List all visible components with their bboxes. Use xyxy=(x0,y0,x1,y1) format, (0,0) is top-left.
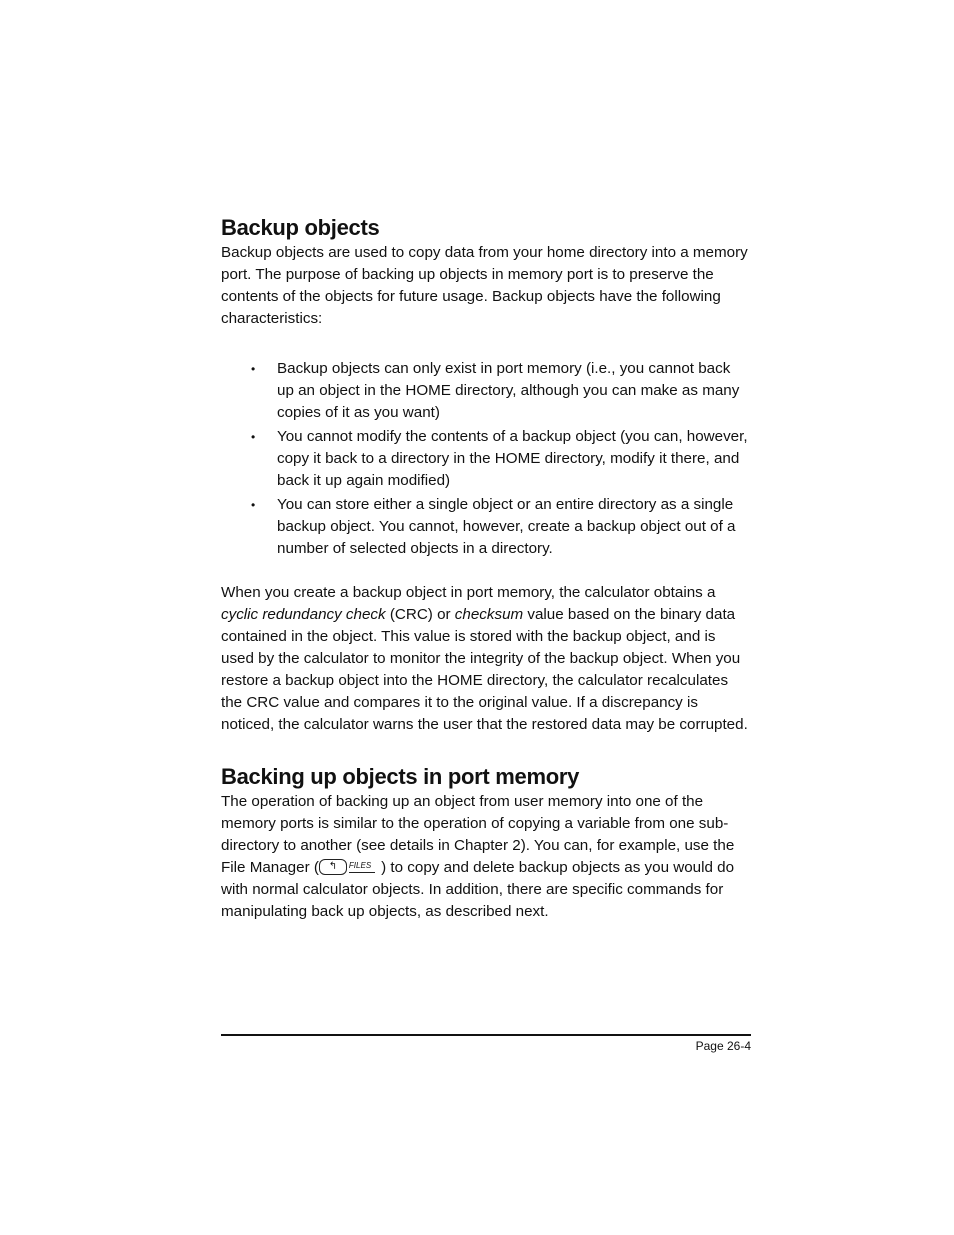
characteristics-list xyxy=(221,358,751,560)
crc-text-c: value based on the binary data contained in the object. This value is stored with the backup object, and is used by the calculator to monitor the integrity of the backup object. When you restore a backup object into the HOME directory, the calculator recalculates the CRC value and compares it to the original value. If a discrepancy is noticed, the calculator warns the user that the restored data may be corrupted. xyxy=(221,606,748,733)
footer-rule xyxy=(221,1034,751,1036)
crc-paragraph xyxy=(221,582,751,736)
crc-term: cyclic redundancy check xyxy=(221,606,386,623)
list-item-text: You cannot modify the contents of a backup object (you can, however, copy it back to a directory in the HOME directory, modify it there, and back it up again modified) xyxy=(277,428,748,489)
section-title-backup-objects: Backup objects xyxy=(221,215,380,240)
backing-up-text-b: ) to copy and delete backup objects as you would do with normal calculator objects. In addition, there are specific commands for manipulating back up objects, as described next. xyxy=(221,859,735,920)
list-item xyxy=(221,426,751,492)
crc-text-a: When you create a backup object in port memory, the calculator obtains a xyxy=(221,584,716,601)
files-key-label: FILES xyxy=(349,860,375,873)
bullet-icon: • xyxy=(251,498,256,512)
page-number: Page 26-4 xyxy=(695,1039,751,1053)
list-item xyxy=(221,358,751,424)
list-item xyxy=(221,494,751,560)
backing-up-paragraph xyxy=(221,791,751,923)
crc-text-b: (CRC) or xyxy=(385,606,455,623)
bullet-icon: • xyxy=(251,362,256,376)
list-item-text: You can store either a single object or an entire directory as a single backup object. You cannot, however, create a backup object out of a number of selected objects in a directory. xyxy=(277,496,736,557)
intro-paragraph: Backup objects are used to copy data from your home directory into a memory port. The purpose of backing up objects in memory port is to preserve the contents of the objects for future usage. Backup objects have the following characteristics: xyxy=(221,244,748,327)
list-item-text: Backup objects can only exist in port memory (i.e., you cannot back up an object in the HOME directory, although you can make as many copies of it as you want) xyxy=(277,360,740,421)
page-content xyxy=(221,214,751,923)
left-shift-key-icon: ↰ xyxy=(319,859,347,875)
bullet-icon: • xyxy=(251,430,256,444)
checksum-term: checksum xyxy=(454,606,524,623)
section-title-backing-up: Backing up objects in port memory xyxy=(221,764,580,789)
backing-up-text-a: The operation of backing up an object from user memory into one of the memory ports is similar to the operation of copying a variable from one sub-directory to another (see details in Chapter 2). You can, for example, use the File Manager ( xyxy=(221,793,735,876)
